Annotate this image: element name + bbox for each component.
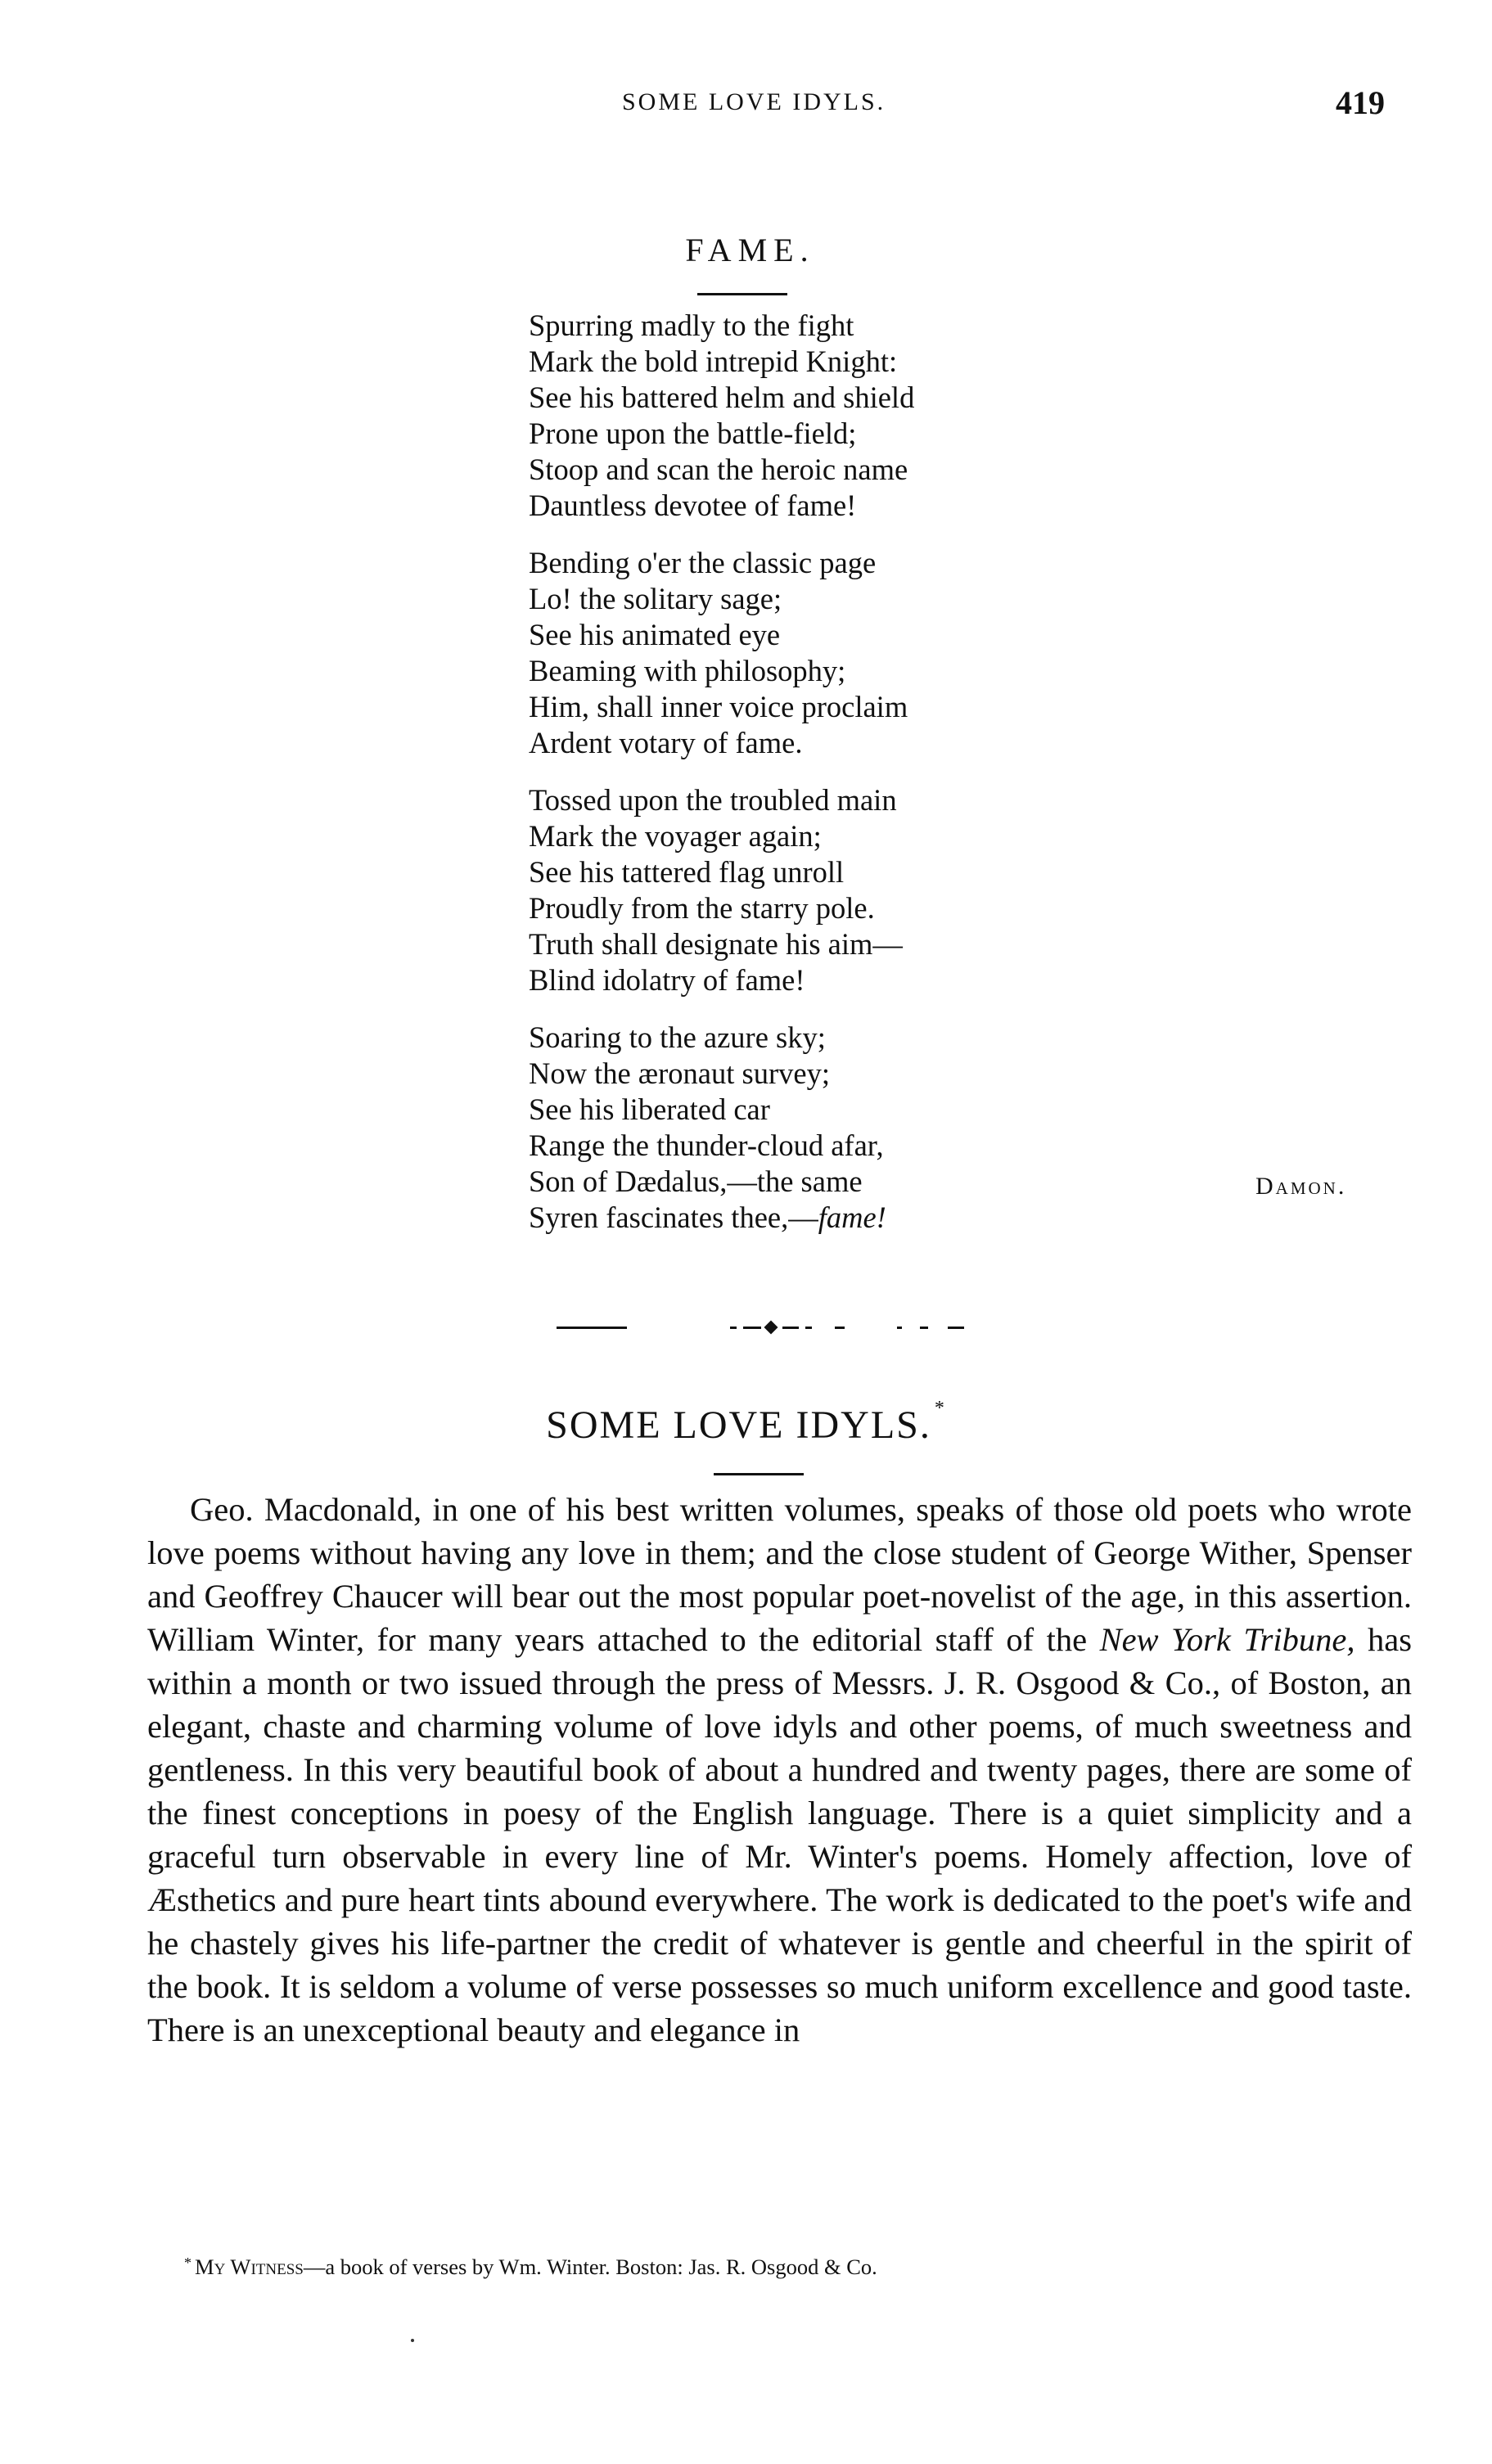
- poem-line: Truth shall designate his aim—: [529, 927, 903, 961]
- poem-line: Proudly from the starry pole.: [529, 891, 875, 925]
- poem-line: Stoop and scan the heroic name: [529, 453, 908, 486]
- poem-line: Mark the bold intrepid Knight:: [529, 345, 898, 378]
- footnote: [184, 2255, 1412, 2280]
- poem-line-text: Syren fascinates thee,—: [529, 1200, 818, 1234]
- separator-dash: [782, 1327, 799, 1329]
- separator-dash: [730, 1327, 737, 1329]
- article-body: [147, 1488, 1412, 2052]
- poem-line: Son of Dædalus,—the same: [529, 1164, 863, 1198]
- article-paragraph: [147, 1488, 1412, 2052]
- separator-rule: [557, 1327, 627, 1329]
- article-text: Geo. Macdonald, in one of his best written volumes, speaks of those old poets who wrote love poems without having any love in them; and the close student of George Wither, Spenser and Geoffrey Chaucer will bear out the most popular poet-novelist of the age, in this assertion. William Winter, for many years attached to the editorial staff of the: [147, 1491, 1412, 1658]
- title-rule: [697, 293, 787, 295]
- running-title: SOME LOVE IDYLS.: [622, 88, 886, 115]
- poem-line: Beaming with philosophy;: [529, 654, 846, 687]
- title-rule: [714, 1473, 804, 1475]
- poem-signature: Damon.: [1255, 1173, 1347, 1200]
- stanza: [529, 308, 1347, 524]
- poem-line: See his tattered flag unroll: [529, 855, 845, 889]
- poem-line: Blind idolatry of fame!: [529, 963, 805, 997]
- poem-last-word: fame!: [818, 1200, 886, 1234]
- separator-dash: [835, 1327, 845, 1329]
- article-title: [0, 1398, 1492, 1448]
- poem-line: [529, 1200, 1347, 1236]
- poem-line: Spurring madly to the fight: [529, 309, 854, 342]
- article-title-text: SOME LOVE IDYLS.: [546, 1403, 931, 1447]
- poem-title: FAME.: [685, 232, 815, 268]
- separator-dash: [948, 1327, 964, 1329]
- poem-line: Bending o'er the classic page: [529, 546, 877, 579]
- page-number: 419: [1336, 84, 1385, 121]
- poem-line: Dauntless devotee of fame!: [529, 489, 857, 522]
- footnote-text: —a book of verses by Wm. Winter. Boston: Jas. R. Osgood & Co.: [303, 2255, 877, 2279]
- separator-dash: [743, 1327, 761, 1329]
- poem-line: Lo! the solitary sage;: [529, 582, 782, 615]
- article-text: has within a month or two issued through the press of Messrs. J. R. Osgood & Co., of Boston, an elegant, chaste and charming volume of love idyls and other poems, of much sweetness and gentleness. In this very beautiful book of about a hundred and twenty pages, there are some of the finest conceptions in poesy of the English language. There is a quiet simplicity and a graceful turn observable in every line of Mr. Winter's poems. Homely affection, love of Æsthetics and pure heart tints abound everywhere. The work is dedicated to the poet's wife and he chastely gives his life-partner the credit of whatever is gentle and cheerful in the spirit of the book. It is seldom a volume of verse possesses so much uniform excellence and good taste. There is an unexceptional beauty and elegance in: [147, 1621, 1412, 2048]
- footnote-book-title: My Witness: [195, 2255, 304, 2279]
- footnote-mark: *: [184, 2255, 192, 2271]
- separator-dash: [897, 1327, 902, 1329]
- poem-line: Tossed upon the troubled main: [529, 783, 897, 817]
- poem-line: Ardent votary of fame.: [529, 726, 803, 759]
- ink-speck: [411, 2339, 414, 2342]
- poem-line: See his animated eye: [529, 618, 781, 651]
- separator-dash: [805, 1327, 812, 1329]
- poem-line: See his battered helm and shield: [529, 381, 915, 414]
- running-header: [0, 84, 1492, 129]
- ornamental-separator: [557, 1319, 1015, 1336]
- newspaper-name: New York Tribune,: [1099, 1621, 1355, 1658]
- footnote-reference: *: [934, 1398, 946, 1419]
- poem-line: Him, shall inner voice proclaim: [529, 690, 908, 723]
- poem-line: Soaring to the azure sky;: [529, 1020, 826, 1054]
- poem-body: [529, 308, 1347, 1257]
- poem-line: Mark the voyager again;: [529, 819, 822, 853]
- separator-diamond-icon: [764, 1321, 778, 1335]
- poem-line: Prone upon the battle-field;: [529, 417, 857, 450]
- poem-line: Range the thunder-cloud afar,: [529, 1128, 884, 1162]
- stanza: [529, 1020, 1347, 1236]
- poem-line: See his liberated car: [529, 1092, 770, 1126]
- stanza: [529, 545, 1347, 761]
- separator-dash: [920, 1327, 928, 1329]
- stanza: [529, 782, 1347, 998]
- poem-line: Now the æronaut survey;: [529, 1056, 830, 1090]
